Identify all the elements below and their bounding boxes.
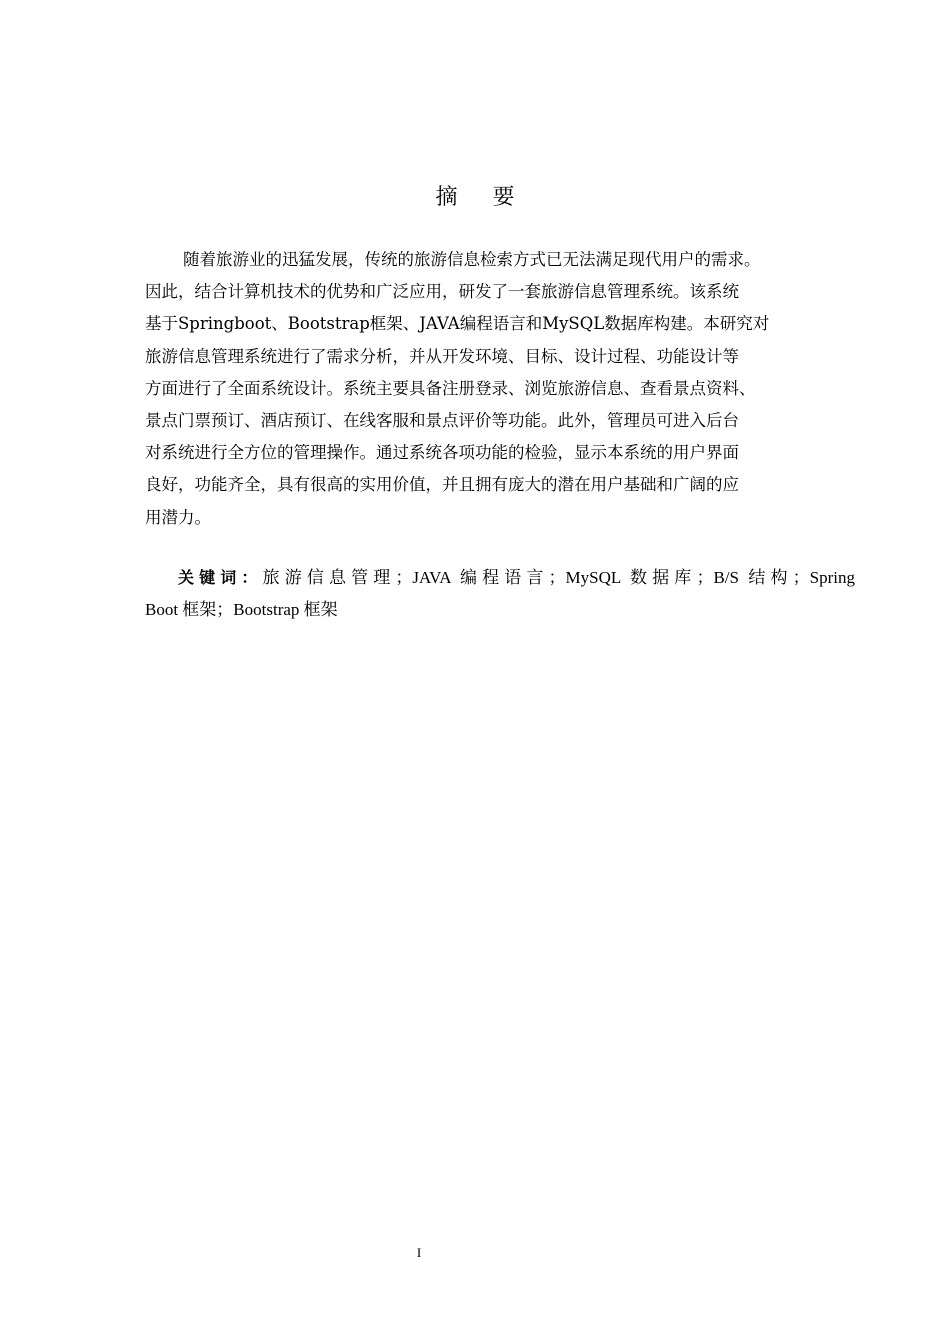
abstract-line: 基于Springboot、Bootstrap框架、JAVA编程语言和MySQL数据库构建。本研究对 [145,314,770,334]
keywords-text: 旅游信息管理；JAVA 编程语言；MySQL 数据库；B/S 结构；Spring [262,568,855,587]
abstract-line: 良好，功能齐全，具有很高的实用价值，并且拥有庞大的潜在用户基础和广阔的应 [145,475,739,495]
abstract-line: 旅游信息管理系统进行了需求分析，并从开发环境、目标、设计过程、功能设计等 [145,346,739,366]
abstract-line: 对系统进行全方位的管理操作。通过系统各项功能的检验，显示本系统的用户界面 [145,443,739,463]
abstract-line: 用潜力。 [145,507,211,527]
abstract-line: 随着旅游业的迅猛发展，传统的旅游信息检索方式已无法满足现代用户的需求。 [183,250,761,269]
abstract-body [145,244,863,534]
keywords-line: Boot 框架；Bootstrap 框架 [145,600,338,619]
keywords-line [145,562,855,594]
keywords-label: 关键词： [178,568,263,587]
page-title: 摘 要 [435,185,529,210]
abstract-line: 景点门票预订、酒店预订、在线客服和景点评价等功能。此外，管理员可进入后台 [145,411,739,431]
keywords [145,562,855,626]
abstract-line: 方面进行了全面系统设计。系统主要具备注册登录、浏览旅游信息、查看景点资料、 [145,378,756,398]
abstract-line: 因此，结合计算机技术的优势和广泛应用，研发了一套旅游信息管理系统。该系统 [145,282,739,302]
page-number: I [416,1245,422,1260]
